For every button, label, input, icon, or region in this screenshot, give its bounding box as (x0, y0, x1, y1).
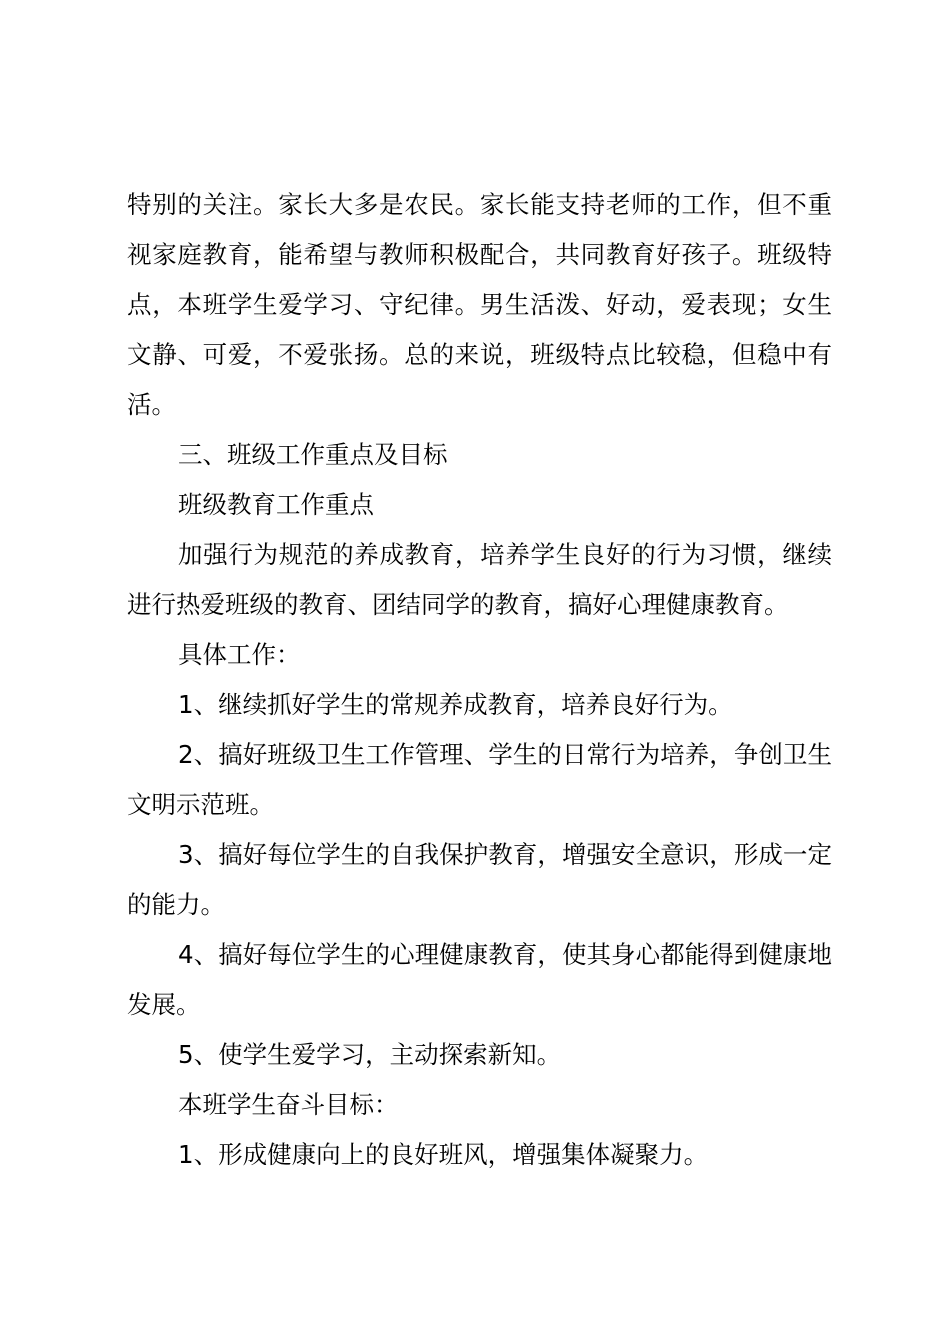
section-heading-work-focus: 三、班级工作重点及目标 (178, 440, 448, 469)
list-item-work-4: 4、搞好每位学生的心理健康教育，使其身心都能得到健康地发展。 (127, 940, 832, 1019)
paragraph-education-focus: 加强行为规范的养成教育，培养学生良好的行为习惯，继续进行热爱班级的教育、团结同学的教育，搞好心理健康教育。 (127, 540, 832, 619)
paragraph-family-background: 特别的关注。家长大多是农民。家长能支持老师的工作，但不重视家庭教育，能希望与教师积极配合，共同教育好孩子。班级特点，本班学生爱学习、守纪律。男生活泼、好动，爱表现；女生文静、可爱，不爱张扬。总的来说，班级特点比较稳，但稳中有活。 (127, 190, 832, 419)
document-body (127, 180, 832, 1180)
subheading-class-goals: 本班学生奋斗目标： (178, 1090, 399, 1119)
list-item-work-2: 2、搞好班级卫生工作管理、学生的日常行为培养，争创卫生文明示范班。 (127, 740, 832, 819)
list-item-work-5: 5、使学生爱学习，主动探索新知。 (178, 1040, 562, 1069)
subheading-specific-work: 具体工作： (178, 640, 301, 669)
subheading-education-focus: 班级教育工作重点 (178, 490, 374, 519)
list-item-goal-1: 1、形成健康向上的良好班风，增强集体凝聚力。 (178, 1140, 709, 1169)
list-item-work-3: 3、搞好每位学生的自我保护教育，增强安全意识，形成一定的能力。 (127, 840, 832, 919)
list-item-work-1: 1、继续抓好学生的常规养成教育，培养良好行为。 (178, 690, 733, 719)
